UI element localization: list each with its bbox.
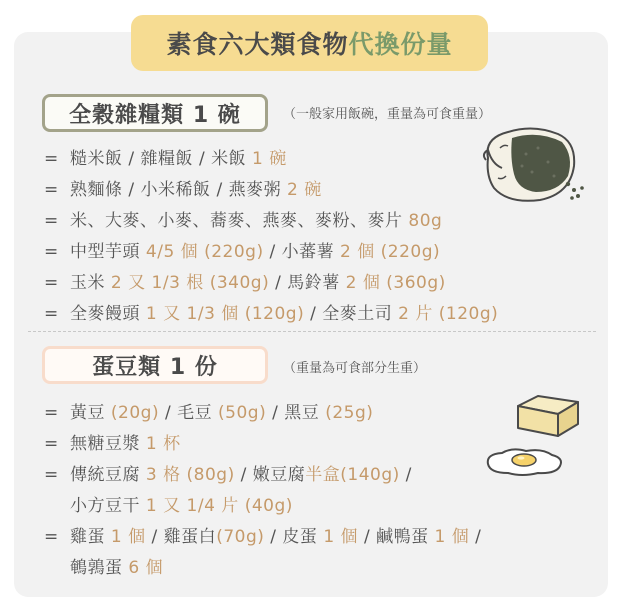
portion-amount: (70g) (216, 527, 265, 547)
portion-amount: 2 片 (120g) (398, 304, 499, 324)
food-name: / 皮蛋 (264, 527, 324, 547)
equals-sign: = (44, 527, 59, 547)
food-name: / 小蕃薯 (263, 242, 341, 262)
portion-amount: (20g) (110, 403, 160, 423)
title-part-main: 素食六大類食物 (166, 30, 349, 59)
portion-amount: 1 又 1/3 個 (120g) (145, 304, 305, 324)
tofu-icon (512, 390, 584, 442)
beans-line (44, 522, 481, 547)
section-divider (28, 331, 596, 332)
equals-sign: = (44, 465, 59, 485)
portion-amount: 1 個 (110, 527, 146, 547)
beans-note: （重量為可食部分生重） (283, 361, 427, 376)
grains-line (44, 206, 442, 231)
food-name: / 雞蛋白 (145, 527, 217, 547)
food-name: / (399, 465, 412, 485)
equals-sign: = (44, 242, 59, 262)
grains-line (44, 268, 446, 293)
food-name: 小方豆干 (70, 496, 146, 516)
title-part-accent: 代換份量 (348, 30, 453, 59)
food-name: 中型芋頭 (70, 242, 146, 262)
food-name: 全麥饅頭 (70, 304, 146, 324)
grains-note: （一般家用飯碗，重量為可食重量） (283, 107, 492, 122)
portion-amount: (50g) (218, 403, 267, 423)
portion-amount: 1 碗 (251, 149, 287, 169)
food-name: / 全麥土司 (304, 304, 399, 324)
grain-sack-icon (478, 118, 588, 210)
portion-amount: 6 個 (128, 558, 164, 578)
food-name: 熟麵條 / 小米稀飯 / 燕麥粥 (70, 180, 287, 200)
food-name: / 鹹鴨蛋 (358, 527, 435, 547)
portion-amount: 2 又 1/3 根 (340g) (110, 273, 270, 293)
food-name: / 黑豆 (266, 403, 326, 423)
portion-amount: 2 個 (220g) (340, 242, 441, 262)
grains-line (44, 144, 287, 169)
portion-amount: 半盒(140g) (305, 465, 400, 485)
portion-amount: 4/5 個 (220g) (145, 242, 264, 262)
food-name: / 馬鈴薯 (269, 273, 346, 293)
beans-line (44, 429, 181, 454)
grains-section-title: 全穀雜糧類 1 碗 (42, 94, 268, 132)
beans-line (44, 491, 293, 516)
portion-amount: (25g) (325, 403, 374, 423)
beans-line (44, 553, 163, 578)
equals-sign: = (44, 304, 59, 324)
equals-sign: = (44, 434, 59, 454)
food-name: / (469, 527, 482, 547)
grains-line (44, 175, 322, 200)
portion-amount: 2 碗 (286, 180, 322, 200)
food-name: 傳統豆腐 (70, 465, 146, 485)
food-name: 黃豆 (70, 403, 111, 423)
portion-amount: 80g (408, 211, 443, 231)
equals-sign: = (44, 211, 59, 231)
food-name: 雞蛋 (70, 527, 111, 547)
food-name: 糙米飯 / 雜糧飯 / 米飯 (70, 149, 252, 169)
equals-sign: = (44, 180, 59, 200)
food-name: / 毛豆 (159, 403, 219, 423)
grains-line (44, 237, 440, 262)
portion-amount: 2 個 (360g) (345, 273, 446, 293)
food-name: 鵪鶉蛋 (70, 558, 129, 578)
beans-line (44, 398, 373, 423)
portion-amount: 1 杯 (145, 434, 181, 454)
beans-line (44, 460, 412, 485)
portion-amount: 1 個 (323, 527, 359, 547)
equals-sign: = (44, 273, 59, 293)
portion-amount: 1 個 (434, 527, 470, 547)
equals-sign: = (44, 403, 59, 423)
food-name: 米、大麥、小麥、蕎麥、燕麥、麥粉、麥片 (70, 211, 409, 231)
food-name: 玉米 (70, 273, 111, 293)
beans-section-title: 蛋豆類 1 份 (42, 346, 268, 384)
portion-amount: 1 又 1/4 片 (40g) (145, 496, 293, 516)
portion-amount: 3 格 (80g) (145, 465, 235, 485)
equals-sign: = (44, 149, 59, 169)
grains-line (44, 299, 498, 324)
page-title (131, 15, 488, 71)
food-name: 無糖豆漿 (70, 434, 146, 454)
food-name: / 嫩豆腐 (234, 465, 306, 485)
fried-egg-icon (482, 444, 566, 478)
